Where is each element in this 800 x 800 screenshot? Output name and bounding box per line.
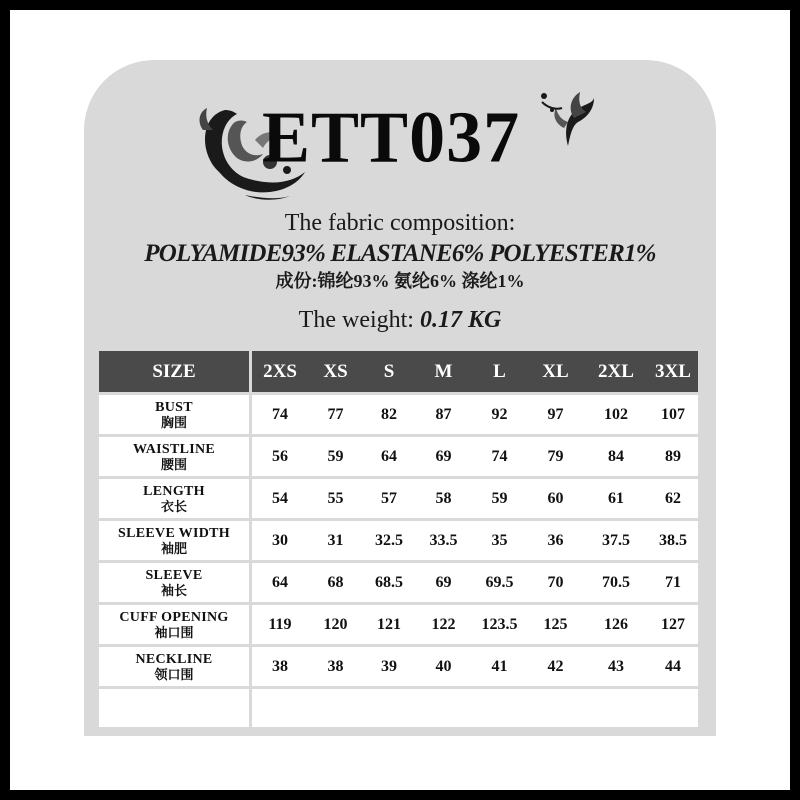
measurement-value: 32.5	[363, 521, 415, 563]
measurement-value: 123.5	[472, 605, 527, 647]
measurement-value: 61	[584, 479, 648, 521]
measurement-value: 127	[648, 605, 698, 647]
table-row	[99, 521, 698, 563]
measurement-value: 54	[252, 479, 308, 521]
size-table-body	[99, 395, 698, 730]
table-row	[99, 647, 698, 689]
size-header-label: SIZE	[99, 351, 252, 395]
table-row-empty	[99, 689, 698, 730]
table-row	[99, 563, 698, 605]
measurement-label	[99, 521, 252, 563]
measurement-value: 121	[363, 605, 415, 647]
measurement-value: 107	[648, 395, 698, 437]
table-row	[99, 479, 698, 521]
measurement-value: 69	[415, 437, 472, 479]
measurement-value: 69.5	[472, 563, 527, 605]
measurement-value: 79	[527, 437, 584, 479]
size-col-header: 3XL	[648, 351, 698, 395]
measurement-value: 43	[584, 647, 648, 689]
measurement-value: 42	[527, 647, 584, 689]
measurement-value: 84	[584, 437, 648, 479]
product-code-title: ETT037	[262, 96, 521, 178]
measurement-label-cn: 袖口围	[154, 624, 194, 640]
measurement-value: 82	[363, 395, 415, 437]
measurement-label	[99, 563, 252, 605]
measurement-value: 38.5	[648, 521, 698, 563]
size-col-header: XL	[527, 351, 584, 395]
size-header-row	[99, 351, 698, 395]
measurement-value: 68.5	[363, 563, 415, 605]
size-col-header: 2XS	[252, 351, 308, 395]
measurement-value: 31	[308, 521, 363, 563]
measurement-label-en: BUST	[155, 399, 193, 415]
measurement-label	[99, 395, 252, 437]
measurement-label-en: WAISTLINE	[132, 441, 216, 457]
measurement-value: 44	[648, 647, 698, 689]
measurement-value: 120	[308, 605, 363, 647]
measurement-value: 92	[472, 395, 527, 437]
size-table	[99, 351, 698, 730]
weight-line	[0, 304, 800, 336]
measurement-value: 69	[415, 563, 472, 605]
measurement-value: 74	[472, 437, 527, 479]
measurement-value: 126	[584, 605, 648, 647]
measurement-value: 30	[252, 521, 308, 563]
measurement-label-cn: 袖肥	[160, 540, 187, 556]
measurement-label-cn: 领口围	[154, 666, 194, 682]
size-col-header: S	[363, 351, 415, 395]
table-row	[99, 437, 698, 479]
measurement-value: 38	[252, 647, 308, 689]
measurement-value: 33.5	[415, 521, 472, 563]
measurement-value: 40	[415, 647, 472, 689]
measurement-value: 55	[308, 479, 363, 521]
fabric-composition-cn: 成份:锦纶93% 氨纶6% 涤纶1%	[275, 271, 525, 291]
measurement-label-en: LENGTH	[143, 483, 205, 499]
measurement-value: 97	[527, 395, 584, 437]
measurement-label	[99, 437, 252, 479]
measurement-value: 68	[308, 563, 363, 605]
measurement-value: 59	[472, 479, 527, 521]
measurement-value: 36	[527, 521, 584, 563]
size-col-header: M	[415, 351, 472, 395]
size-col-header: L	[472, 351, 527, 395]
measurement-label-en: NECKLINE	[135, 651, 213, 667]
measurement-value: 60	[527, 479, 584, 521]
measurement-value: 57	[363, 479, 415, 521]
measurement-value: 125	[527, 605, 584, 647]
measurement-value: 71	[648, 563, 698, 605]
measurement-value: 70	[527, 563, 584, 605]
measurement-value: 64	[252, 563, 308, 605]
measurement-label-cn: 衣长	[160, 498, 187, 514]
measurement-value: 87	[415, 395, 472, 437]
measurement-label-cn: 袖长	[160, 582, 187, 598]
measurement-value: 58	[415, 479, 472, 521]
measurement-value: 89	[648, 437, 698, 479]
measurement-value: 70.5	[584, 563, 648, 605]
empty-cell	[99, 689, 252, 730]
measurement-value: 38	[308, 647, 363, 689]
measurement-value: 119	[252, 605, 308, 647]
measurement-label-en: SLEEVE WIDTH	[118, 525, 230, 541]
measurement-value: 102	[584, 395, 648, 437]
measurement-label-cn: 胸围	[160, 414, 187, 430]
measurement-value: 77	[308, 395, 363, 437]
weight-value: 0.17 KG	[419, 307, 502, 333]
measurement-label-cn: 腰围	[160, 456, 187, 472]
measurement-label	[99, 479, 252, 521]
table-row	[99, 395, 698, 437]
measurement-label	[99, 647, 252, 689]
measurement-label-en: CUFF OPENING	[119, 609, 229, 625]
measurement-label-en: SLEEVE	[145, 567, 203, 583]
measurement-value: 41	[472, 647, 527, 689]
measurement-value: 35	[472, 521, 527, 563]
measurement-value: 37.5	[584, 521, 648, 563]
measurement-value: 74	[252, 395, 308, 437]
floral-ornament-right-icon	[538, 88, 596, 148]
fabric-composition-label: The fabric composition:	[284, 210, 516, 236]
empty-cell	[252, 689, 698, 730]
measurement-value: 56	[252, 437, 308, 479]
measurement-value: 64	[363, 437, 415, 479]
measurement-value: 62	[648, 479, 698, 521]
weight-label: The weight:	[298, 307, 414, 333]
size-col-header: 2XL	[584, 351, 648, 395]
measurement-label	[99, 605, 252, 647]
fabric-composition-en: POLYAMIDE93% ELASTANE6% POLYESTER1%	[144, 240, 656, 267]
size-col-header: XS	[308, 351, 363, 395]
measurement-value: 122	[415, 605, 472, 647]
measurement-value: 59	[308, 437, 363, 479]
table-row	[99, 605, 698, 647]
measurement-value: 39	[363, 647, 415, 689]
